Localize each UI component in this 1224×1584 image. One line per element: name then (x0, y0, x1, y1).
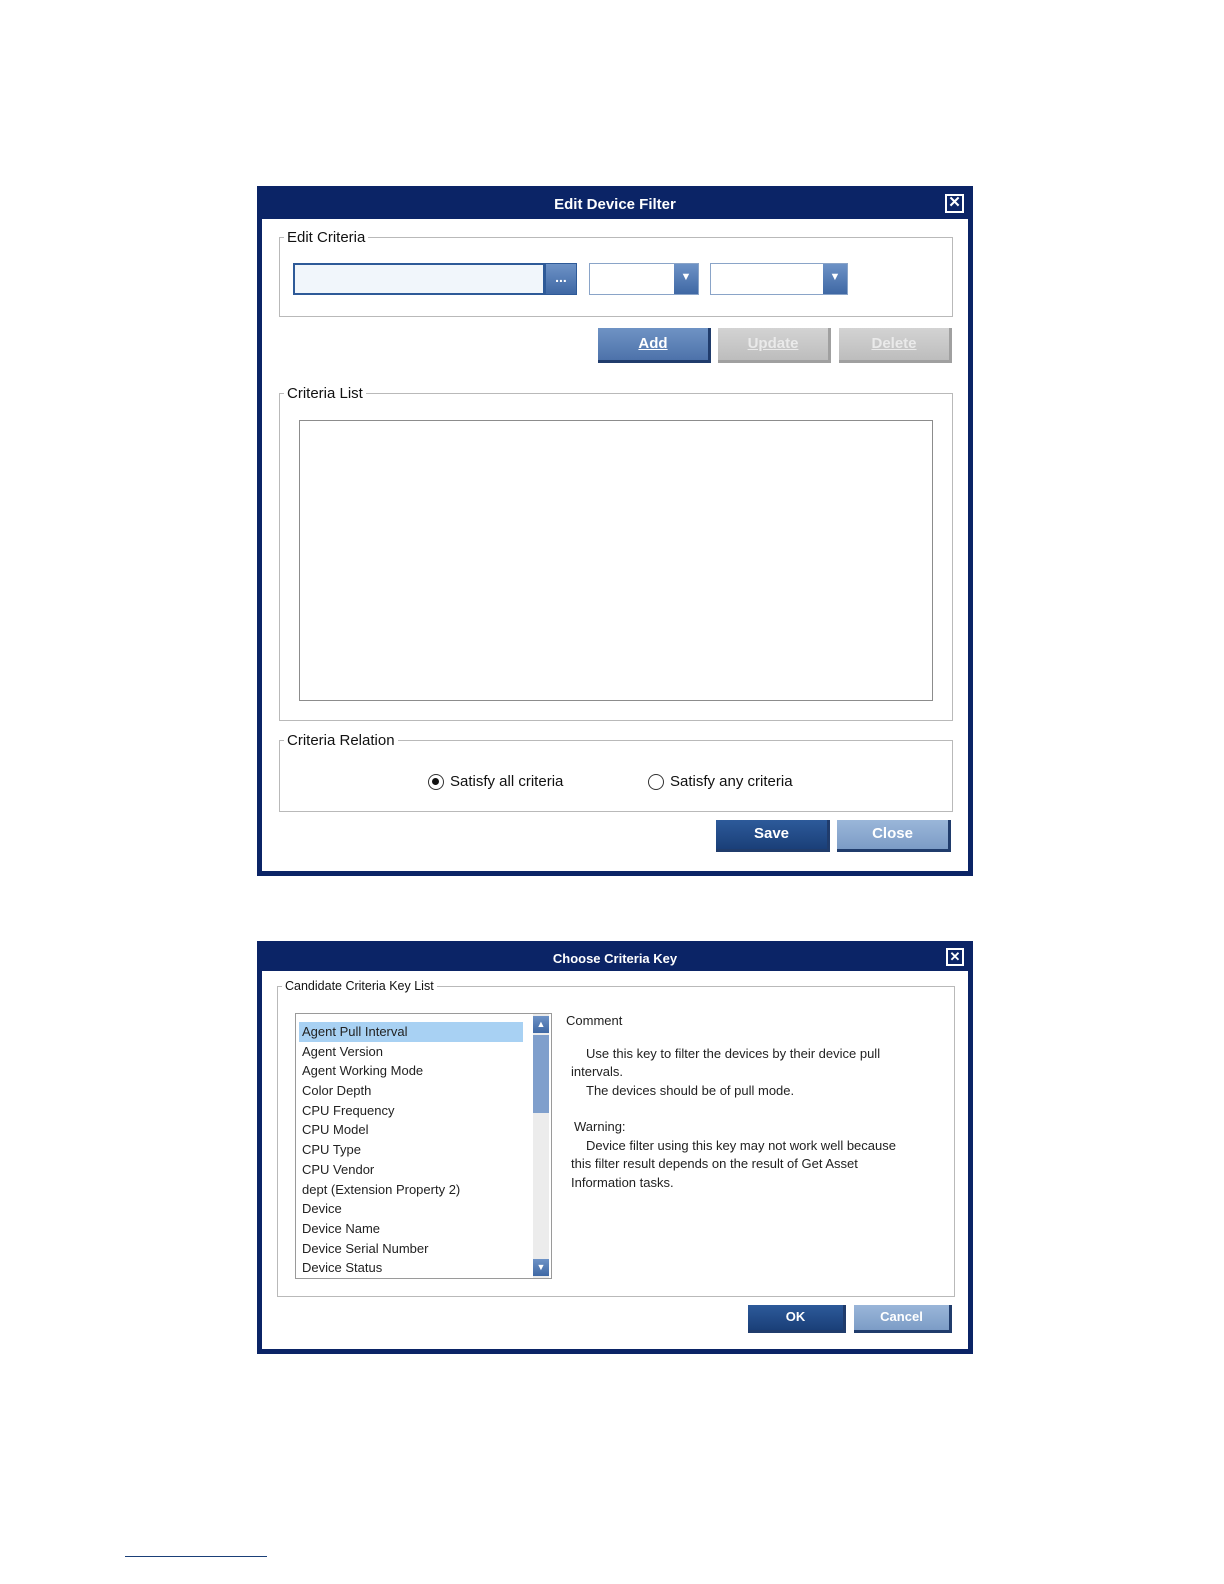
comment-heading: Comment (566, 1013, 623, 1028)
browse-key-button[interactable]: ... (545, 263, 577, 295)
criteria-list-legend: Criteria List (287, 385, 363, 402)
key-list-scrollbar[interactable] (533, 1014, 549, 1278)
criteria-key-field[interactable] (293, 263, 545, 295)
edit-criteria-legend: Edit Criteria (287, 229, 366, 246)
satisfy-all-radio[interactable] (428, 773, 563, 790)
value-dropdown[interactable] (710, 263, 848, 295)
list-item[interactable]: CPU Model (302, 1122, 369, 1138)
edit-device-filter-dialog (257, 186, 973, 876)
chevron-down-icon[interactable]: ▼ (674, 264, 698, 294)
warning-line: this filter result depends on the result of Get Asset (571, 1156, 858, 1171)
warning-line: Device filter using this key may not work well because (586, 1137, 896, 1153)
satisfy-any-label: Satisfy any criteria (670, 773, 793, 790)
scroll-up-icon[interactable]: ▲ (533, 1016, 549, 1033)
list-item[interactable]: Device Name (302, 1220, 381, 1236)
comment-panel (566, 1012, 926, 1192)
list-item[interactable]: Device Serial Number (302, 1240, 429, 1256)
operator-dropdown[interactable] (589, 263, 699, 295)
delete-button[interactable]: Delete (839, 328, 952, 363)
footnote-rule (125, 1556, 267, 1557)
list-item[interactable]: CPU Type (302, 1142, 362, 1158)
warning-heading: Warning: (574, 1119, 626, 1134)
warning-line: Information tasks. (571, 1174, 674, 1190)
comment-line: The devices should be of pull mode. (586, 1082, 795, 1098)
close-icon[interactable]: ✕ (945, 194, 964, 213)
ok-button[interactable]: OK (748, 1305, 846, 1333)
choose-criteria-key-dialog (257, 941, 973, 1354)
edit-device-filter-titlebar[interactable] (262, 191, 968, 219)
chevron-down-icon[interactable]: ▼ (823, 264, 847, 294)
list-item[interactable]: CPU Vendor (302, 1161, 375, 1177)
list-item[interactable]: CPU Frequency (302, 1102, 395, 1118)
close-button[interactable]: Close (837, 820, 951, 852)
close-icon[interactable]: ✕ (946, 948, 964, 966)
list-item[interactable]: Color Depth (302, 1083, 372, 1099)
list-item[interactable]: Device Status (302, 1260, 383, 1276)
list-item[interactable]: Agent Version (302, 1043, 383, 1059)
radio-unselected-icon[interactable] (648, 774, 664, 790)
comment-line: Use this key to filter the devices by their device pull (586, 1045, 881, 1061)
add-button[interactable]: Add (598, 328, 711, 363)
comment-line: intervals. (571, 1064, 624, 1079)
scroll-down-icon[interactable]: ▼ (533, 1259, 549, 1276)
criteria-list-box[interactable] (299, 420, 933, 701)
list-item[interactable]: dept (Extension Property 2) (302, 1181, 461, 1197)
update-button[interactable]: Update (718, 328, 831, 363)
choose-key-titlebar[interactable] (262, 946, 968, 971)
satisfy-any-radio[interactable] (648, 773, 793, 790)
dialog-title: Choose Criteria Key (552, 951, 678, 966)
radio-selected-icon[interactable] (428, 774, 444, 790)
cancel-button[interactable]: Cancel (854, 1305, 952, 1333)
criteria-relation-group (279, 732, 953, 812)
list-item[interactable]: Device (302, 1201, 342, 1217)
list-item[interactable]: Agent Working Mode (302, 1063, 424, 1079)
candidate-key-legend: Candidate Criteria Key List (285, 979, 434, 993)
satisfy-all-label: Satisfy all criteria (450, 773, 564, 790)
dialog-title: Edit Device Filter (554, 196, 676, 213)
scroll-thumb[interactable] (533, 1035, 549, 1113)
criteria-relation-legend: Criteria Relation (287, 732, 395, 749)
save-button[interactable]: Save (716, 820, 830, 852)
criteria-key-list (299, 1022, 523, 1278)
list-item[interactable]: Agent Pull Interval (299, 1022, 523, 1042)
